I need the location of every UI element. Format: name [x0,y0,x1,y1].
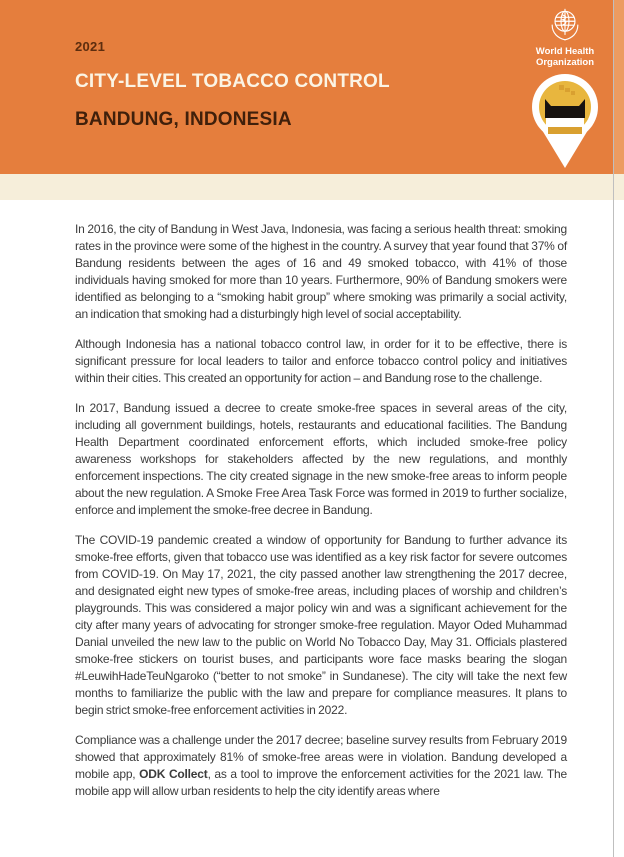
report-year: 2021 [75,39,106,54]
paragraph-2 [75,336,567,387]
body-text [75,221,567,813]
paragraph-4-text: The COVID-19 pandemic created a window of opportunity for Bandung to further advance its smoke-free efforts, given that tobacco use was identified as a key risk factor for severe outcomes from COVID-19. On May 17, 2021, the city passed another law strengthening the 2017 decree, and designated eight new types of smoke-free areas, including places of worship and children’s playgrounds. This was considered a major policy win and was a significant achievement for the city after many years of advocating for stronger smoke-free regulation. Mayor Oded Muhammad Danial unveiled the new law to the public on World No Tobacco Day, May 31. Officials plastered smoke-free stickers on tourist buses, and participants wore face masks bearing the slogan #LeuwihHadeTeuNgaroko (“better to not smoke” in Sundanese). The city will take the next few months to familiarize the public with the law and prepare for compliance measures. It plans to begin strict smoke-free enforcement activities in 2022. [75,533,567,717]
who-logo-text-line2: Organization [535,57,595,68]
who-logo-text-line1: World Health [535,46,595,57]
paragraph-3-text: In 2017, Bandung issued a decree to create smoke-free spaces in several areas of the city, including all government buildings, hotels, restaurants and educational facilities. The Bandung Health Department coordinated enforcement efforts, which included smoke-free policy awareness workshops for stakeholders affected by the new regulations, and monthly enforcement inspections. The city created signage in the new smoke-free areas to inform people about the new regulation. A Smoke Free Area Task Force was formed in 2019 to further socialize, enforce and implement the smoke-free decree in Bandung. [75,401,567,517]
paragraph-4 [75,532,567,719]
paragraph-2-text: Although Indonesia has a national tobacco control law, in order for it to be effective, there is significant pressure for local leaders to tailor and enforce tobacco control policy and initiatives within their cities. This created an opportunity for action – and Bandung rose to the challenge. [75,337,567,385]
location-pin-svg [531,74,599,169]
who-logo [523,7,607,68]
paragraph-5 [75,732,567,800]
report-title: CITY-LEVEL TOBACCO CONTROL [75,71,390,92]
report-subtitle: BANDUNG, INDONESIA [75,109,292,130]
paragraph-5-text-a: Compliance was a challenge under the 2017 decree; baseline survey results from February 2019 showed that approximately 81% of smoke-free areas were in violation. Bandung developed a mobile app, [75,733,567,781]
report-header [0,0,624,174]
location-pin-icon [531,74,599,169]
paragraph-5-text-b: , as a tool to improve the enforcement activities for the 2021 law. The mobile app will allow urban residents to help the city identify areas where [75,767,567,798]
cream-band [0,174,624,200]
paragraph-3 [75,400,567,519]
paragraph-5-bold-app-name: ODK Collect [139,767,208,781]
paragraph-1-text: In 2016, the city of Bandung in West Java, Indonesia, was facing a serious health threat: smoking rates in the province were some of the highest in the country. A survey that year found that 37% of Bandung residents between the ages of 16 and 49 smoked tobacco, with 41% of those individuals having smoked for more than 10 years. Furthermore, 90% of Bandung smokers were identified as belonging to a “smoking habit group” where smoking was primarily a social activity, an indication that smoking had a disturbingly high level of social acceptability. [75,222,567,321]
paragraph-1 [75,221,567,323]
page-edge-line [613,0,614,857]
page-edge-strip [614,0,624,174]
who-emblem-icon [546,7,584,45]
